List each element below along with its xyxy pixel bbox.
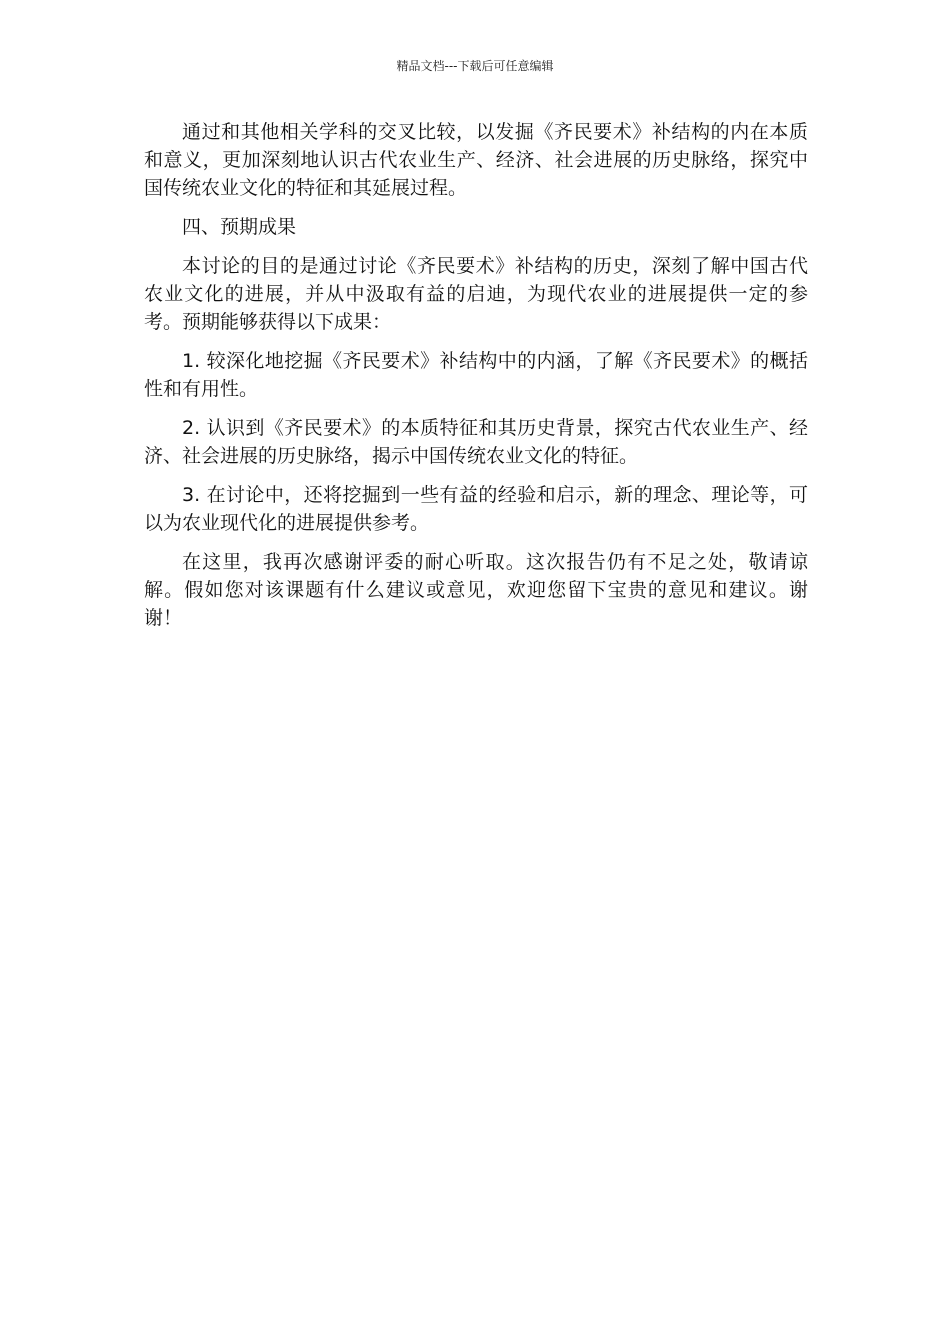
list-item-result-2: 2. 认识到《齐民要术》的本质特征和其历史背景，探究古代农业生产、经济、社会进展的历史脉络，揭示中国传统农业文化的特征。 [144,417,808,467]
paragraph-closing: 在这里，我再次感谢评委的耐心听取。这次报告仍有不足之处，敬请谅解。假如您对该课题有什么建议或意见，欢迎您留下宝贵的意见和建议。谢谢！ [144,551,808,629]
paragraph-intro-continued: 通过和其他相关学科的交叉比较，以发掘《齐民要术》补结构的内在本质和意义，更加深刻地认识古代农业生产、经济、社会进展的历史脉络，探究中国传统农业文化的特征和其延展过程。 [144,121,808,199]
paragraph-purpose: 本讨论的目的是通过讨论《齐民要术》补结构的历史，深刻了解中国古代农业文化的进展，并从中汲取有益的启迪，为现代农业的进展提供一定的参考。预期能够获得以下成果： [144,255,808,333]
list-item-result-1: 1. 较深化地挖掘《齐民要术》补结构中的内涵，了解《齐民要术》的概括性和有用性。 [144,350,808,400]
document-body [144,118,808,643]
page-header: 精品文档---下载后可任意编辑 [396,59,554,73]
section-heading-expected-results: 四、预期成果 [182,216,297,238]
list-item-result-3: 3. 在讨论中，还将挖掘到一些有益的经验和启示，新的理念、理论等，可以为农业现代化的进展提供参考。 [144,484,808,534]
